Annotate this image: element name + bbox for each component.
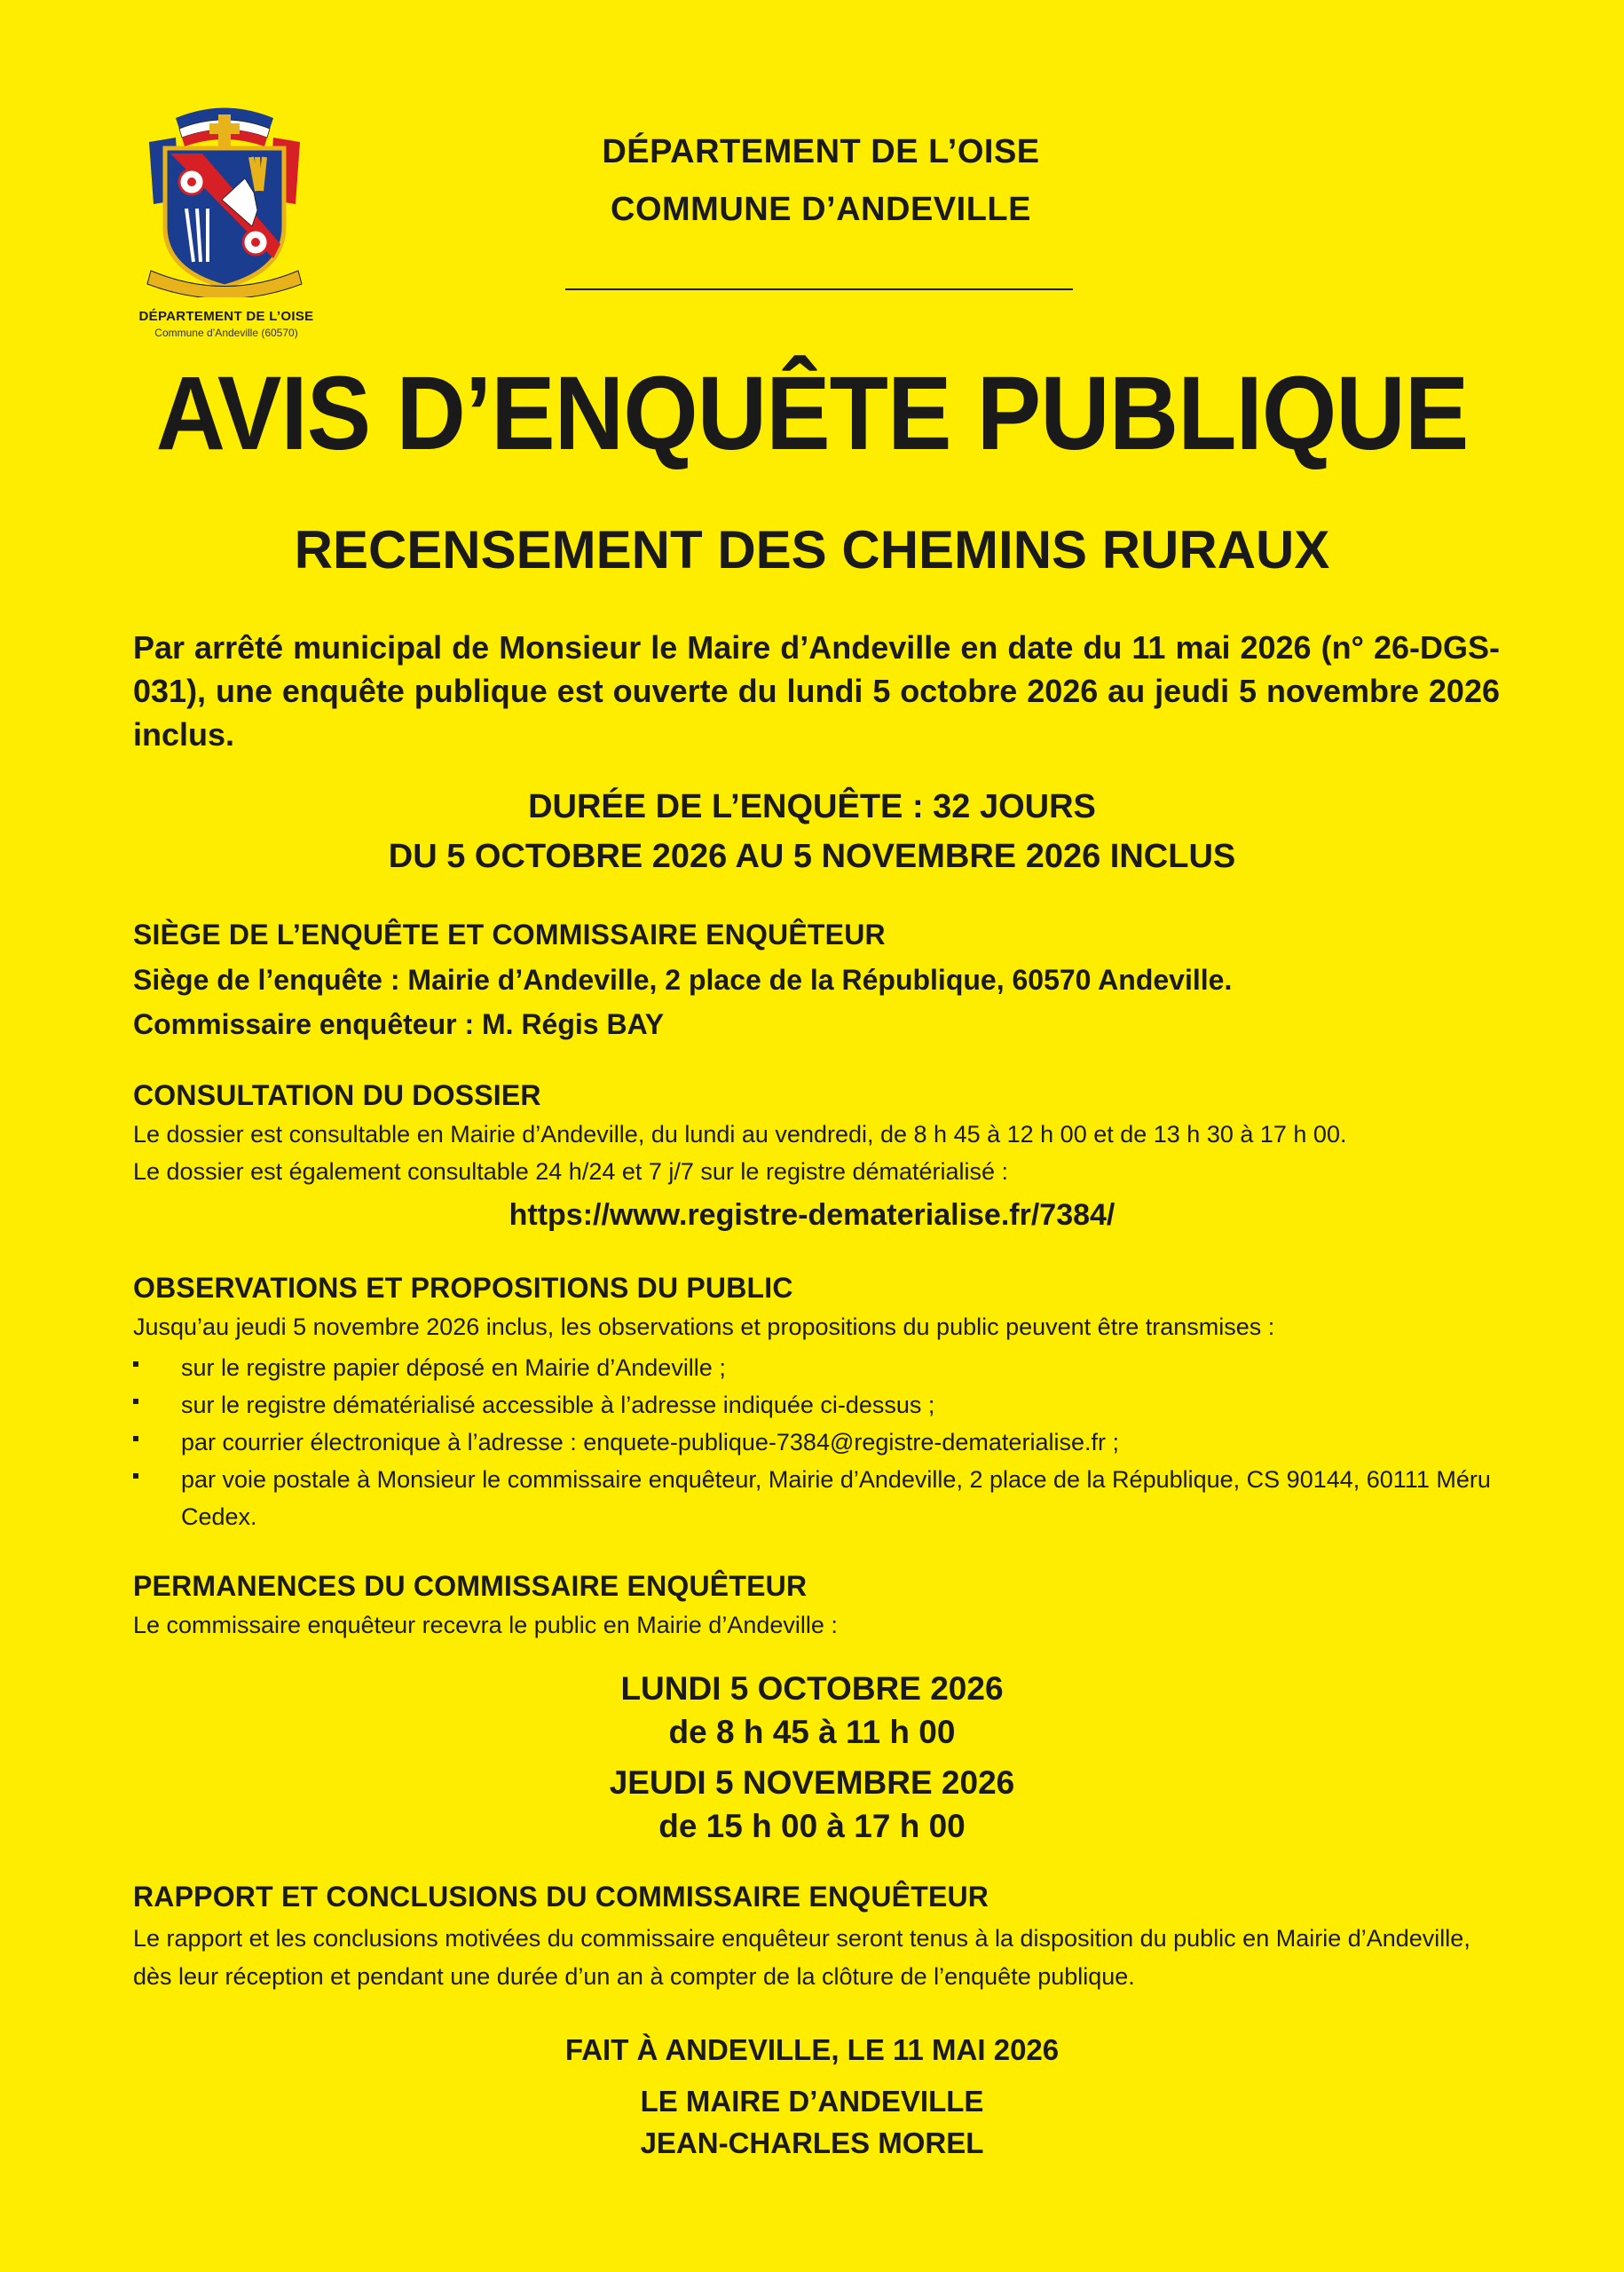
duration-line-2: DU 5 OCTOBRE 2026 AU 5 NOVEMBRE 2026 INCLUS bbox=[388, 838, 1236, 875]
bullet-icon bbox=[133, 1473, 138, 1479]
siege-heading: SIÈGE DE L’ENQUÊTE ET COMMISSAIRE ENQUÊTEUR bbox=[133, 919, 886, 951]
crest-commune-label: Commune d’Andeville (60570) bbox=[154, 327, 298, 339]
header-divider bbox=[565, 288, 1073, 290]
permanences-heading: PERMANENCES DU COMMISSAIRE ENQUÊTEUR bbox=[133, 1570, 808, 1602]
bullet-icon bbox=[133, 1361, 138, 1367]
notice-page: DÉPARTEMENT DE L’OISE Commune d’Andeville (60570) DÉPARTEMENT DE L’OISE COMMUNE D’ANDEVILLE AVIS D’ENQUÊTE PUBLIQUE RECENSEMENT DES CHEMINS RURAUX Par arrêté municipal de Monsieur le Maire d’Andeville en date du 11 mai 2026 (n° 26-DGS-031), une enquête publique est ouverte du lundi 5 octobre 2026 au jeudi 5 novembre 2026 inclus. DURÉE DE L’ENQUÊTE : 32 JOURS DU 5 OCTOBRE 2026 AU 5 NOVEMBRE 2026 INCLUS SIÈGE DE L’ENQUÊTE ET COMMISSAIRE ENQUÊTEUR Siège de l’enquête : Mairie d’Andeville, 2 place de la République, 60570 Andeville. Commissaire enquêteur : M. Régis BAY CONSULTATION DU DOSSIER Le dossier est consultable en Mairie d’Andeville, du lundi au vendredi, de 8 h 45 à 12 h 00 et de 13 h 30 à 17 h 00. Le dossier est également consultable 24 h/24 et 7 j/7 sur le registre dématérialisé : https://www.registre-dematerialise.fr/7384/ OBSERVATIONS ET PROPOSITIONS DU PUBLIC Jusqu’au jeudi 5 novembre 2026 inclus, les observations et propositions du public peuvent être transmises : sur le registre papier déposé en Mairie d’Andeville ; sur le registre dématérialisé accessible à l’adresse indiquée ci-dessus ; par courrier électronique à l’adresse : enquete-publique-7384@registre-dematerialise.fr ; par voie postale à Monsieur le commissaire enquêteur, Mairie d’Andeville, 2 place de la République, CS 90144, 60111 Méru Cedex. PERMANENCES DU COMMISSAIRE ENQUÊTEUR Le commissaire enquêteur recevra le public en Mairie d’Andeville : LUNDI 5 OCTOBRE 2026 de 8 h 45 à 11 h 00 JEUDI 5 NOVEMBRE 2026 de 15 h 00 à 17 h 00 RAPPORT ET CONCLUSIONS DU COMMISSAIRE ENQUÊTEUR Le rapport et les conclusions motivées du commissaire enquêteur seront tenus à la disposition du public en Mairie d’Andeville, dès leur réception et pendant une durée d’un an à compter de la clôture de l’enquête publique. FAIT À ANDEVILLE, LE 11 MAI 2026 LE MAIRE D’ANDEVILLE JEAN-CHARLES MOREL bbox=[0, 0, 1624, 2272]
permanences-intro: Le commissaire enquêteur recevra le public en Mairie d’Andeville : bbox=[133, 1612, 838, 1638]
observations-intro: Jusqu’au jeudi 5 novembre 2026 inclus, les observations et propositions du public peuvent être transmises : bbox=[133, 1314, 1275, 1340]
signature-place-date: FAIT À ANDEVILLE, LE 11 MAI 2026 bbox=[564, 2033, 1060, 2066]
siege-commissioner: Commissaire enquêteur : M. Régis BAY bbox=[133, 1008, 665, 1040]
coat-of-arms bbox=[133, 93, 319, 337]
header-department: DÉPARTEMENT DE L’OISE bbox=[602, 133, 1040, 170]
notice-subtitle: RECENSEMENT DES CHEMINS RURAUX bbox=[294, 520, 1330, 580]
session-1-hours: de 8 h 45 à 11 h 00 bbox=[668, 1714, 956, 1750]
intro-paragraph: Par arrêté municipal de Monsieur le Maire d’Andeville en date du 11 mai 2026 (n° 26-DGS-031), une enquête publique est ouverte du lundi 5 octobre 2026 au jeudi 5 novembre 2026 inclus. bbox=[133, 629, 1500, 753]
siege-seat: Siège de l’enquête : Mairie d’Andeville, 2 place de la République, 60570 Andeville. bbox=[133, 964, 1233, 996]
signature-name: JEAN-CHARLES MOREL bbox=[640, 2126, 984, 2159]
crest-department-label: DÉPARTEMENT DE L’OISE bbox=[138, 309, 314, 324]
header-commune: COMMUNE D’ANDEVILLE bbox=[611, 191, 1031, 228]
crest-icon bbox=[140, 93, 309, 297]
session-2-date: JEUDI 5 NOVEMBRE 2026 bbox=[609, 1764, 1015, 1801]
rapport-text: Le rapport et les conclusions motivées du commissaire enquêteur seront tenus à la disposition du public en Mairie d’Andeville, dès leur réception et pendant une durée d’un an à compter de la clôture de l’enquête publique. bbox=[133, 1925, 1470, 1990]
session-1-date: LUNDI 5 OCTOBRE 2026 bbox=[620, 1670, 1004, 1707]
session-2-hours: de 15 h 00 à 17 h 00 bbox=[658, 1808, 966, 1844]
consultation-online: Le dossier est également consultable 24 h/24 et 7 j/7 sur le registre dématérialisé : bbox=[133, 1158, 1009, 1185]
consultation-hours: Le dossier est consultable en Mairie d’Andeville, du lundi au vendredi, de 8 h 45 à 12 h 00 et de 13 h 30 à 17 h 00. bbox=[133, 1121, 1347, 1148]
observations-heading: OBSERVATIONS ET PROPOSITIONS DU PUBLIC bbox=[133, 1272, 793, 1304]
rapport-heading: RAPPORT ET CONCLUSIONS DU COMMISSAIRE ENQUÊTEUR bbox=[133, 1881, 989, 1913]
registry-url-link[interactable]: https://www.registre-dematerialise.fr/7384/ bbox=[508, 1198, 1116, 1232]
consultation-heading: CONSULTATION DU DOSSIER bbox=[133, 1079, 541, 1111]
bullet-icon bbox=[133, 1399, 138, 1404]
duration-line-1: DURÉE DE L’ENQUÊTE : 32 JOURS bbox=[528, 788, 1096, 825]
bullet-icon bbox=[133, 1436, 138, 1441]
signature-role: LE MAIRE D’ANDEVILLE bbox=[640, 2085, 984, 2118]
notice-title: AVIS D’ENQUÊTE PUBLIQUE bbox=[155, 355, 1469, 472]
